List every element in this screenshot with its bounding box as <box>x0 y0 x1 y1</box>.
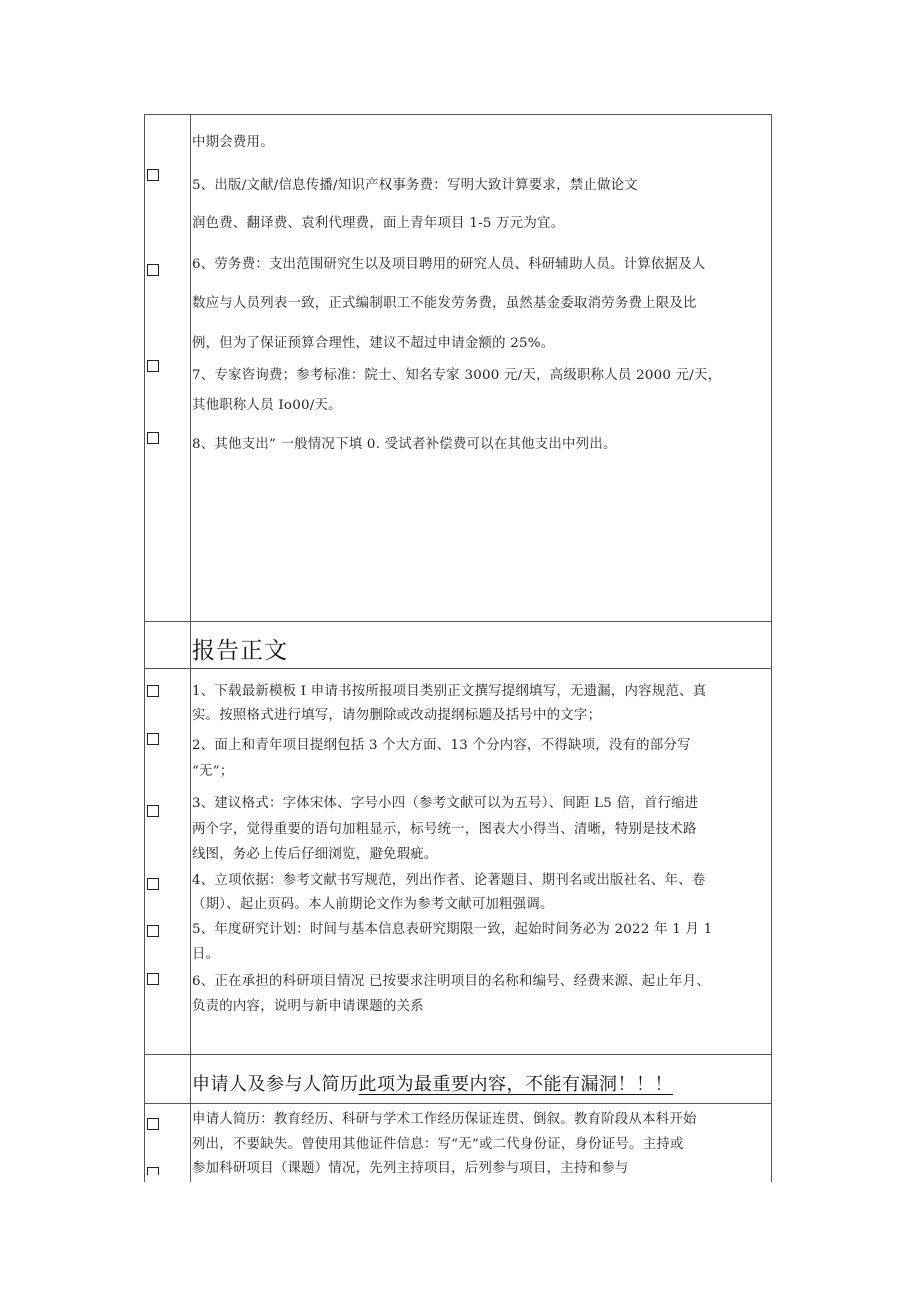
budget-line: 7、专家咨询费；参考标准：院士、知名专家 3000 元/天，高级职称人员 2000 元/天， <box>192 368 722 383</box>
checkbox-expert-fee[interactable] <box>147 360 159 372</box>
budget-line: 6、劳务费：支出范围研究生以及项目聘用的研究人员、科研辅助人员。计算依据及人 <box>192 257 706 272</box>
resume-title-plain: 申请人及参与人简历 <box>192 1074 359 1095</box>
report-line: 两个字，觉得重要的语句加粗显示，标号统一，图表大小得当、清晰，特别是技术路 <box>192 822 697 837</box>
row-divider-resume-body <box>144 1103 772 1104</box>
report-line: 日。 <box>192 947 220 962</box>
report-line: 1、下载最新模板 I 申请书按所报项目类别正文撰写提纲填写，无遗漏，内容规范、真 <box>192 684 707 699</box>
report-section-title: 报告正文 <box>192 638 288 664</box>
budget-line: 例，但为了保证预算合理性，建议不超过申请金额的 25%。 <box>192 336 555 351</box>
resume-line: 申请人简历：教育经历、科研与学术工作经历保证连贯、倒叙。教育阶段从本科开始 <box>192 1112 697 1127</box>
report-line: 4、立项依据：参考文献书写规范，列出作者、论著题目、期刊名或出版社名、年、卷 <box>192 873 706 888</box>
resume-line: 列出，不要缺失。曾使用其他证件信息：写“无”或二代身份证，身份证号。主持或 <box>192 1137 684 1152</box>
checkbox-template[interactable] <box>147 685 159 697</box>
report-line: 5、年度研究计划：时间与基本信息表研究期限一致，起始时间务必为 2022 年 1 月 1 <box>192 922 713 937</box>
checkbox-publication-fee[interactable] <box>147 169 159 181</box>
report-line: 6、正在承担的科研项目情况 已按要求注明项目的名称和编号、经费来源、起止年月、 <box>192 974 710 989</box>
budget-line: 5、出版/文献/信息传播/知识产权事务费：写明大致计算要求，禁止做论文 <box>192 178 638 193</box>
row-divider-resume-header <box>144 1054 772 1055</box>
budget-line: 润色费、翻译费、袁利代理费，面上青年项目 1-5 万元为宜。 <box>192 216 565 231</box>
report-line: 3、建议格式：字体宋体、字号小四（参考文献可以为五号）、间距 L5 倍，首行缩进 <box>192 796 699 811</box>
row-divider-report-header <box>144 621 772 622</box>
checkbox-labor-fee[interactable] <box>147 264 159 276</box>
checkbox-ongoing-projects[interactable] <box>147 973 159 985</box>
report-line: 线图，务必上传后仔细浏览，避免瑕疵。 <box>192 847 438 862</box>
checkbox-resume-projects[interactable] <box>147 1167 159 1175</box>
checkbox-format[interactable] <box>147 805 159 817</box>
report-line: “无”； <box>192 764 234 779</box>
report-line: （期）、起止页码。本人前期论文作为参考文献可加粗强调。 <box>192 897 554 912</box>
checkbox-references[interactable] <box>147 878 159 890</box>
budget-line: 数应与人员列表一致，正式编制职工不能发劳务费，虽然基金委取消劳务费上限及比 <box>192 296 697 311</box>
budget-line: 中期会费用。 <box>192 135 274 150</box>
column-divider <box>190 114 191 1182</box>
resume-title-warning: 此项为最重要内容，不能有漏洞！！！ <box>358 1074 673 1095</box>
budget-line: 其他职称人员 Io00/天。 <box>192 398 342 413</box>
row-divider-report-body <box>144 668 772 669</box>
checkbox-other-expense[interactable] <box>147 432 159 444</box>
checkbox-outline[interactable] <box>147 733 159 745</box>
report-line: 实。按照格式进行填写，请勿删除或改动提纲标题及括号中的文字； <box>192 708 602 723</box>
resume-line: 参加科研项目（课题）情况，先列主持项目，后列参与项目，主持和参与 <box>192 1161 629 1176</box>
checkbox-annual-plan[interactable] <box>147 925 159 937</box>
report-line: 负责的内容，说明与新申请课题的关系 <box>192 999 424 1014</box>
checkbox-resume[interactable] <box>147 1118 159 1130</box>
budget-line: 8、其他支出” 一般情况下填 0. 受试者补偿费可以在其他支出中列出。 <box>192 437 617 452</box>
report-line: 2、面上和青年项目提纲包括 3 个大方面、13 个分内容，不得缺项，没有的部分写 <box>192 738 691 753</box>
resume-section-title <box>192 1070 673 1096</box>
